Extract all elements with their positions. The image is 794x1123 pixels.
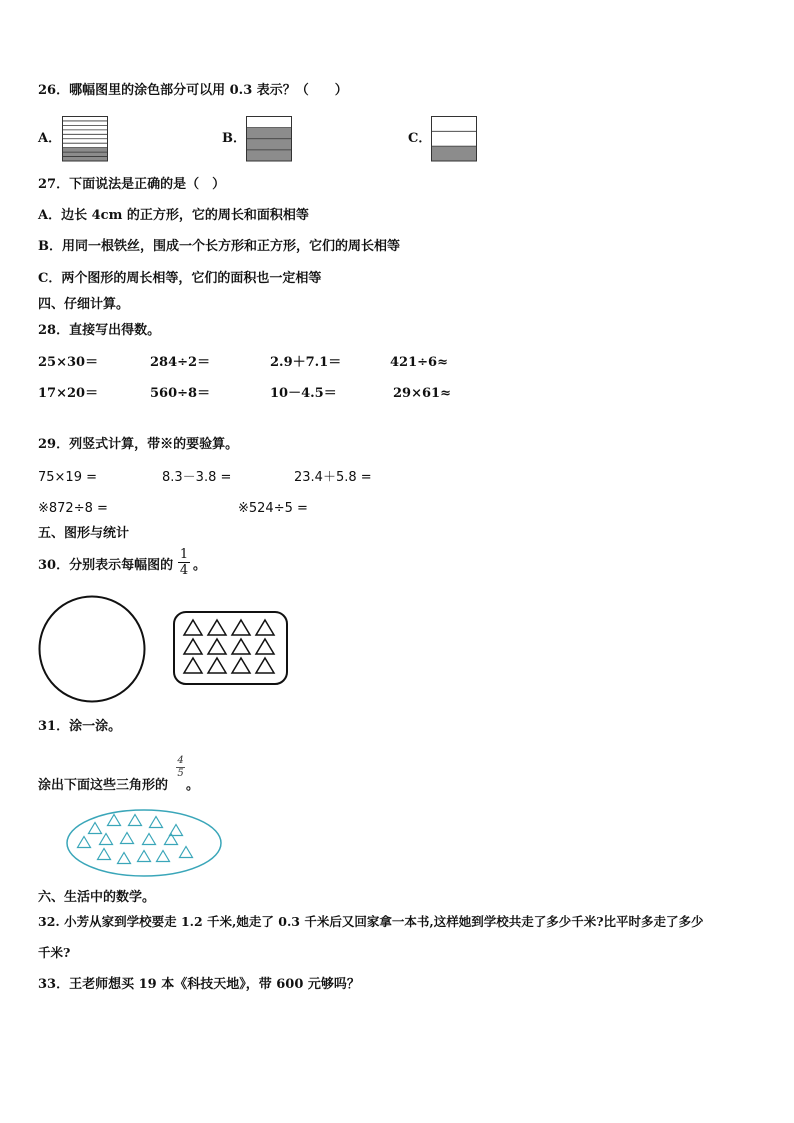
q32-line-2: 千米? bbox=[38, 945, 71, 960]
q30-triangle bbox=[184, 639, 202, 654]
q31-triangle bbox=[118, 853, 131, 864]
q31-triangle bbox=[143, 834, 156, 845]
q27-option-a: A．边长 4cm 的正方形，它的周长和面积相等 bbox=[38, 208, 309, 223]
q30-triangle bbox=[256, 620, 274, 635]
q26-option-a-figure bbox=[62, 116, 108, 162]
q30-triangle bbox=[184, 620, 202, 635]
q31-triangle bbox=[180, 847, 193, 858]
q27-stem: 27．下面说法是正确的是（ ） bbox=[38, 177, 226, 192]
q31-triangle bbox=[129, 815, 142, 826]
q31-triangle bbox=[108, 815, 121, 826]
q28-expr-2: 284÷2＝ bbox=[150, 355, 211, 370]
q26-stem: 26．哪幅图里的涂色部分可以用 0.3 表示？（ ） bbox=[38, 83, 348, 98]
q31-triangle-group bbox=[78, 815, 193, 864]
q31-triangle bbox=[121, 833, 134, 844]
q31-oval-figure bbox=[65, 808, 223, 878]
q30-stem: 30．分别表示每幅图的 bbox=[38, 558, 174, 573]
q28-stem: 28．直接写出得数。 bbox=[38, 323, 161, 338]
q28-expr-7: 10－4.5＝ bbox=[270, 386, 337, 401]
q30-fraction-numerator: 1 bbox=[179, 547, 189, 562]
section-5-heading: 五、图形与统计 bbox=[38, 526, 130, 541]
q26-option-c-figure bbox=[431, 116, 477, 162]
q28-expr-5: 17×20＝ bbox=[38, 386, 99, 401]
q30-triangle bbox=[208, 658, 226, 673]
q29-expr-3: 23.4＋5.8 = bbox=[294, 470, 372, 485]
q28-expr-4: 421÷6≈ bbox=[390, 355, 448, 370]
q26-b-shaded bbox=[247, 128, 292, 162]
q31-triangle bbox=[78, 837, 91, 848]
q29-stem: 29．列竖式计算，带※的要验算。 bbox=[38, 437, 239, 452]
q31-triangle bbox=[150, 817, 163, 828]
q30-triangle bbox=[232, 639, 250, 654]
q27-option-b: B．用同一根铁丝，围成一个长方形和正方形，它们的周长相等 bbox=[38, 239, 400, 254]
q31-fraction bbox=[176, 756, 185, 779]
q28-expr-8: 29×61≈ bbox=[393, 386, 451, 401]
q31-triangle bbox=[100, 834, 113, 845]
q30-triangle bbox=[256, 639, 274, 654]
q31-stem: 31．涂一涂。 bbox=[38, 719, 122, 734]
q33-stem: 33．王老师想买 19 本《科技天地》，带 600 元够吗？ bbox=[38, 977, 360, 992]
q29-expr-2: 8.3－3.8 = bbox=[162, 470, 232, 485]
q26-option-a-label: A． bbox=[38, 131, 62, 146]
q29-expr-4: ※872÷8 = bbox=[38, 501, 108, 516]
q30-triangle bbox=[184, 658, 202, 673]
q30-triangle bbox=[232, 658, 250, 673]
section-6-heading: 六、生活中的数学。 bbox=[38, 890, 156, 905]
q32-line-1: 32. 小芳从家到学校要走 1.2 千米,她走了 0.3 千米后又回家拿一本书,这样她到学校共走了多少千米?比平时多走了多少 bbox=[38, 914, 704, 929]
q26-option-c-label: C． bbox=[408, 131, 432, 146]
q31-triangle bbox=[98, 849, 111, 860]
q30-triangles-figure bbox=[173, 611, 288, 686]
q30-triangle bbox=[208, 620, 226, 635]
q31-fraction-denominator: 5 bbox=[177, 768, 184, 779]
q31-instruction-end: 。 bbox=[186, 778, 200, 793]
q26-option-b-figure bbox=[246, 116, 292, 162]
q28-expr-3: 2.9＋7.1＝ bbox=[270, 355, 342, 370]
q31-triangle bbox=[89, 823, 102, 834]
q28-expr-6: 560÷8＝ bbox=[150, 386, 211, 401]
q31-triangle bbox=[138, 851, 151, 862]
q30-fraction bbox=[178, 548, 190, 577]
q30-circle-figure bbox=[38, 595, 146, 703]
q26-a-shaded bbox=[63, 148, 108, 162]
q31-triangle bbox=[157, 851, 170, 862]
q31-instruction: 涂出下面这些三角形的 bbox=[38, 778, 169, 793]
q29-expr-5: ※524÷5 = bbox=[238, 501, 308, 516]
q30-triangle bbox=[232, 620, 250, 635]
q26-option-b-label: B． bbox=[222, 131, 246, 146]
q26-c-shaded bbox=[432, 146, 477, 161]
q26-c-strip-lines bbox=[432, 131, 477, 146]
q31-fraction-numerator: 4 bbox=[177, 755, 184, 766]
q28-expr-1: 25×30＝ bbox=[38, 355, 99, 370]
q30-stem-end: 。 bbox=[193, 558, 207, 573]
q30-triangle bbox=[256, 658, 274, 673]
q27-option-c: C．两个图形的周长相等，它们的面积也一定相等 bbox=[38, 271, 322, 286]
q30-fraction-denominator: 4 bbox=[179, 563, 189, 578]
q30-triangle bbox=[208, 639, 226, 654]
q30-circle bbox=[40, 597, 145, 702]
q29-expr-1: 75×19 = bbox=[38, 470, 98, 485]
q30-triangle-group bbox=[184, 620, 274, 673]
section-4-heading: 四、仔细计算。 bbox=[38, 297, 130, 312]
